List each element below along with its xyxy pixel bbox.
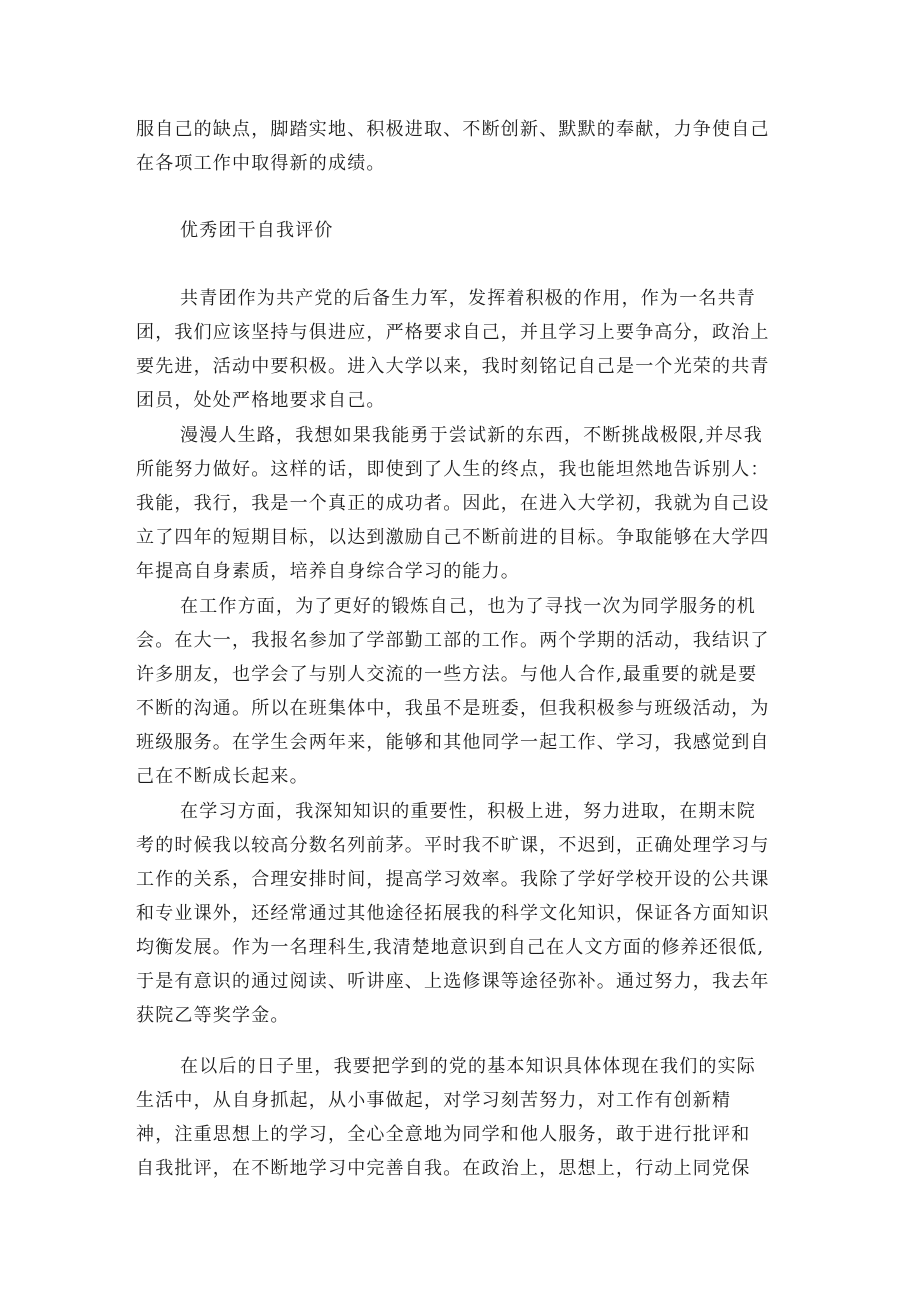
text-line: 在工作方面，为了更好的锻炼自己，也为了寻找一次为同学服务的机 — [180, 596, 756, 617]
text-line: 神，注重思想上的学习，全心全意地为同学和他人服务，敢于进行批评和 — [136, 1124, 751, 1145]
text-line: 年提高自身素质，培养自身综合学习的能力。 — [136, 561, 520, 582]
text-line: 我能，我行，我是一个真正的成功者。因此，在进入大学初，我就为自己设 — [136, 493, 770, 514]
text-line: 团，我们应该坚持与俱进应，严格要求自己，并且学习上要争高分，政治上 — [136, 322, 770, 343]
text-line: 立了四年的短期目标，以达到激励自己不断前进的目标。争取能够在大学四 — [136, 527, 770, 548]
text-line: 在各项工作中取得新的成绩。 — [136, 153, 386, 174]
text-line: 于是有意识的通过阅读、听讲座、上选修课等途径弥补。通过努力，我去年 — [136, 971, 770, 992]
text-line: 均衡发展。作为一名理科生,我清楚地意识到自己在人文方面的修养还很低, — [136, 937, 765, 958]
text-line: 获院乙等奖学金。 — [136, 1005, 290, 1026]
text-line: 会。在大一，我报名参加了学部勤工部的工作。两个学期的活动，我结识了 — [136, 630, 770, 651]
text-line: 在学习方面，我深知知识的重要性，积极上进，努力进取，在期末院 — [180, 801, 756, 822]
text-line: 班级服务。在学生会两年来，能够和其他同学一起工作、学习，我感觉到自 — [136, 732, 770, 753]
text-line: 团员，处处严格地要求自己。 — [136, 390, 386, 411]
text-line: 共青团作为共产党的后备生力军，发挥着积极的作用，作为一名共青 — [180, 288, 756, 309]
text-line: 不断的沟通。所以在班集体中，我虽不是班委，但我积极参与班级活动，为 — [136, 698, 770, 719]
text-line: 工作的关系，合理安排时间，提高学习效率。我除了学好学校开设的公共课 — [136, 869, 770, 890]
text-line: 考的时候我以较高分数名列前茅。平时我不旷课，不迟到，正确处理学习与 — [136, 835, 770, 856]
text-line: 在以后的日子里，我要把学到的党的基本知识具体体现在我们的实际 — [180, 1056, 756, 1077]
text-line: 许多朋友，也学会了与别人交流的一些方法。与他人合作,最重要的就是要 — [136, 664, 758, 685]
text-line: 自我批评，在不断地学习中完善自我。在政治上，思想上，行动上同党保 — [136, 1158, 751, 1179]
text-line: 所能努力做好。这样的话，即使到了人生的终点，我也能坦然地告诉别人： — [136, 459, 770, 480]
text-line: 要先进，活动中要积极。进入大学以来，我时刻铭记自己是一个光荣的共青 — [136, 356, 770, 377]
section-title: 优秀团干自我评价 — [180, 220, 334, 241]
text-line: 和专业课外，还经常通过其他途径拓展我的科学文化知识，保证各方面知识 — [136, 903, 770, 924]
text-line: 生活中，从自身抓起，从小事做起，对学习刻苦努力，对工作有创新精 — [136, 1090, 732, 1111]
text-line: 漫漫人生路，我想如果我能勇于尝试新的东西，不断挑战极限,并尽我 — [180, 425, 763, 446]
text-line: 己在不断成长起来。 — [136, 766, 309, 787]
text-line: 服自己的缺点，脚踏实地、积极进取、不断创新、默默的奉献，力争使自己 — [136, 119, 770, 140]
